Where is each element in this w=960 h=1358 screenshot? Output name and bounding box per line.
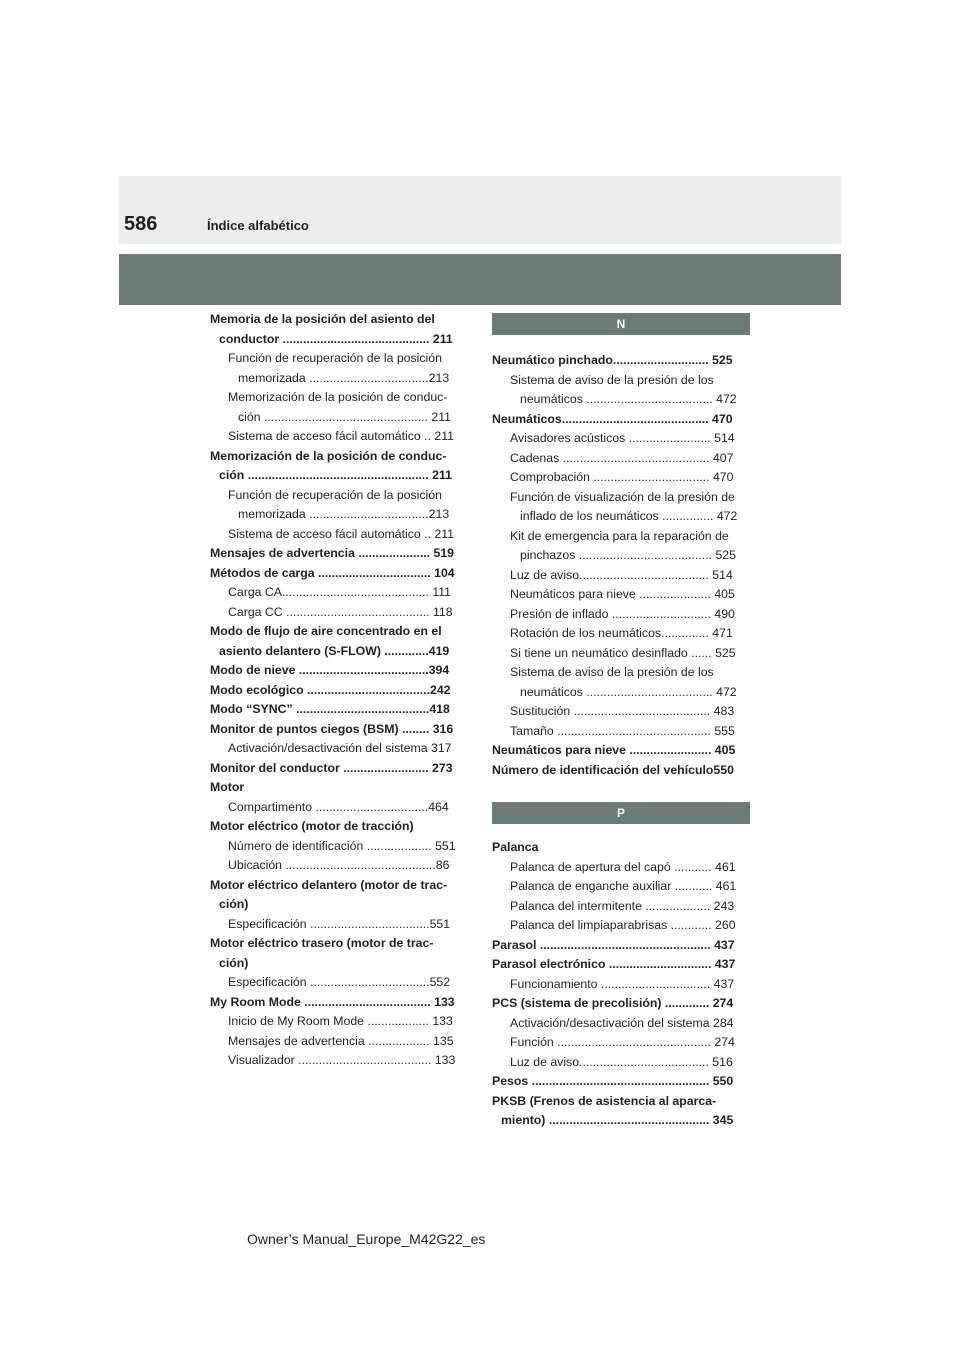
index-entry: Motor eléctrico delantero (motor de trac-ción) — [210, 877, 448, 911]
index-entry: Parasol electrónico .............................. 437 — [492, 957, 736, 971]
index-entry: Monitor de puntos ciegos (BSM) ........ 316 — [210, 721, 454, 736]
index-column-left — [210, 310, 462, 1071]
index-entry: Pesos .................................................... 550 — [492, 1074, 734, 1088]
index-subentry: Sistema de acceso fácil automático .. 211 — [228, 526, 455, 541]
index-subentry: Función de recuperación de la posición memorizada ...................................213 — [228, 487, 450, 521]
index-entry: Modo “SYNC” .......................................418 — [210, 702, 450, 716]
index-subentry: Palanca del limpiaparabrisas ............ 260 — [510, 918, 736, 932]
index-entry: Modo ecológico ....................................242 — [210, 682, 451, 697]
index-subentry: Rotación de los neumáticos.............. 471 — [510, 626, 733, 640]
index-subentry: Palanca de apertura del capó ........... 461 — [510, 859, 736, 874]
section-letter-header: P — [492, 802, 750, 824]
index-entry: Motor — [210, 780, 245, 794]
index-subentry: Avisadores acústicos ........................ 514 — [510, 431, 735, 445]
index-subentry: Palanca de enganche auxiliar ........... 461 — [510, 879, 737, 893]
index-subentry: Funcionamiento ................................ 437 — [510, 976, 735, 991]
index-subentry: Luz de aviso...................................... 516 — [510, 1054, 733, 1069]
section-banner — [119, 254, 841, 305]
index-entry: Neumáticos para nieve ........................ 405 — [492, 743, 736, 757]
index-subentry: Sistema de aviso de la presión de los neumáticos ..................................... 472 — [510, 372, 737, 406]
header-band — [119, 176, 841, 244]
index-entry: Neumático pinchado............................ 525 — [492, 353, 733, 367]
index-subentry: Función ............................................. 274 — [510, 1035, 735, 1049]
index-subentry: Ubicación ............................................86 — [228, 858, 450, 872]
index-subentry: Función de visualización de la presión de inflado de los neumáticos ............... 472 — [510, 489, 738, 523]
index-subentry: Compartimento .................................464 — [228, 799, 449, 814]
index-entry: Parasol .................................................. 437 — [492, 937, 735, 952]
index-entry: PCS (sistema de precolisión) ............. 274 — [492, 996, 734, 1010]
index-subentry: Activación/desactivación del sistema 317 — [228, 741, 452, 755]
index-subentry: Carga CC .......................................... 118 — [228, 604, 453, 619]
index-subentry: Sistema de aviso de la presión de los neumáticos ..................................... 472 — [510, 665, 737, 699]
index-entry: Métodos de carga ................................. 104 — [210, 565, 455, 580]
index-subentry: Palanca del intermitente ................... 243 — [510, 898, 735, 913]
page-number: 586 — [124, 213, 158, 235]
index-entry: Motor eléctrico (motor de tracción) — [210, 819, 414, 833]
index-entry: Palanca — [492, 840, 539, 854]
index-subentry: Sustitución ........................................ 483 — [510, 704, 735, 718]
index-subentry: Cadenas ........................................... 407 — [510, 450, 734, 465]
index-subentry: Si tiene un neumático desinflado ...... 525 — [510, 645, 736, 660]
index-subentry: Tamaño ............................................. 555 — [510, 723, 735, 738]
section-title: Índice alfabético — [207, 218, 309, 233]
index-subentry: Memorización de la posición de conduc-ción ................................................ 211 — [228, 390, 451, 424]
index-subentry: Especificación ...................................551 — [228, 916, 451, 931]
index-entry: Monitor del conductor ......................... 273 — [210, 760, 453, 775]
index-entry: My Room Mode ..................................... 133 — [210, 994, 455, 1009]
index-subentry: Activación/desactivación del sistema 284 — [510, 1015, 734, 1030]
index-subentry: Número de identificación ................... 551 — [228, 838, 456, 853]
index-entry: Memorización de la posición de conduc-ción ..................................................... 211 — [210, 448, 453, 482]
index-entry: Número de identificación del vehículo550 — [492, 762, 734, 777]
section-letter-header: N — [492, 313, 750, 335]
index-entry: Memoria de la posición del asiento del conductor ........................................... 211 — [210, 312, 453, 346]
footer-text: Owner’s Manual_Europe_M42G22_es — [247, 1231, 486, 1247]
index-subentry: Mensajes de advertencia .................. 135 — [228, 1033, 454, 1048]
index-subentry: Carga CA........................................... 111 — [228, 585, 452, 599]
index-subentry: Comprobación .................................. 470 — [510, 470, 734, 484]
index-entry: Modo de nieve ......................................394 — [210, 663, 450, 677]
index-entry: Mensajes de advertencia ..................... 519 — [210, 546, 454, 560]
index-subentry: Luz de aviso...................................... 514 — [510, 567, 733, 582]
index-subentry: Especificación ...................................552 — [228, 975, 451, 989]
index-column-right — [492, 313, 750, 1131]
index-subentry: Visualizador ....................................... 133 — [228, 1053, 456, 1067]
index-subentry: Neumáticos para nieve ..................... 405 — [510, 587, 735, 601]
index-entry: PKSB (Frenos de asistencia al aparca-miento) ............................................... 345 — [492, 1093, 734, 1127]
index-subentry: Función de recuperación de la posición memorizada ...................................213 — [228, 351, 450, 385]
index-entry: Modo de flujo de aire concentrado en el asiento delantero (S-FLOW) .............419 — [210, 624, 450, 658]
index-entry: Motor eléctrico trasero (motor de trac-ción) — [210, 936, 434, 970]
index-entry: Neumáticos........................................... 470 — [492, 411, 733, 426]
index-subentry: Sistema de acceso fácil automático .. 211 — [228, 429, 455, 443]
index-subentry: Inicio de My Room Mode .................. 133 — [228, 1014, 453, 1028]
index-subentry: Presión de inflado ............................. 490 — [510, 606, 735, 621]
index-subentry: Kit de emergencia para la reparación de pinchazos ....................................... 525 — [510, 528, 736, 562]
